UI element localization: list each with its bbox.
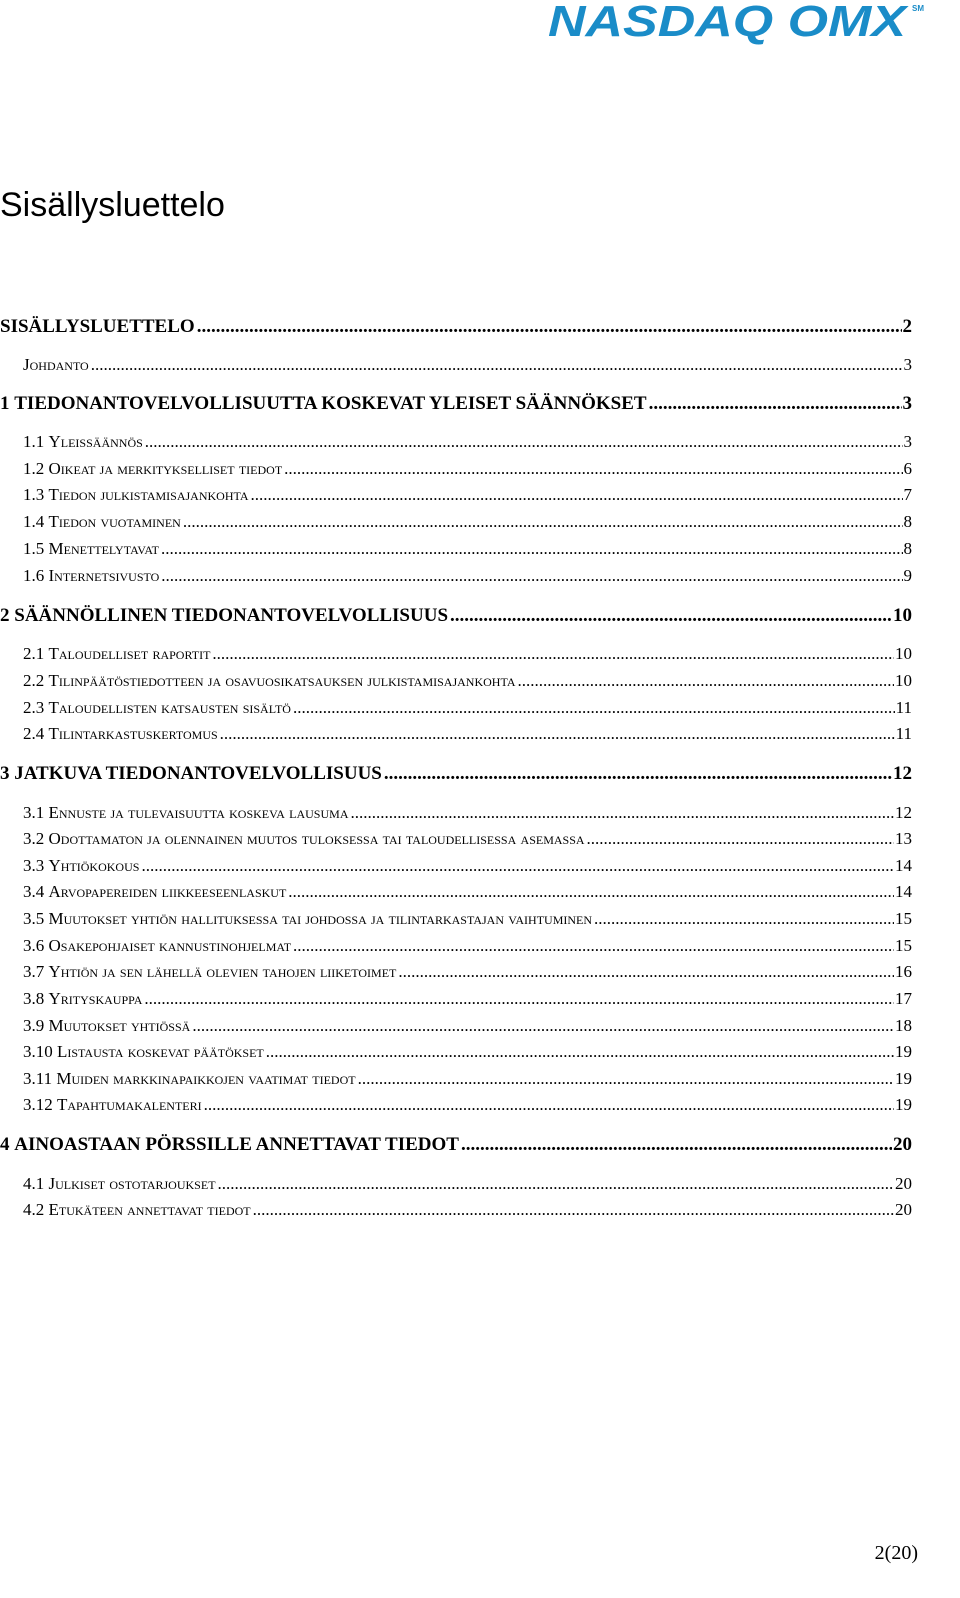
toc-entry-page: 7 (903, 485, 912, 504)
toc-entry-page: 12 (895, 803, 912, 822)
toc-entry-page: 15 (895, 909, 912, 928)
toc-entry-title: Tilinpäätöstiedotteen ja osavuosikatsauksen julkistamisajankohta (48, 671, 516, 690)
toc-entry-number: 3.12 (23, 1095, 57, 1114)
toc-entry-title: Yrityskauppa (48, 989, 143, 1008)
toc-dot-leader (161, 538, 902, 560)
toc-dot-leader (293, 935, 894, 957)
toc-entry-title: Oikeat ja merkitykselliset tiedot (48, 459, 283, 478)
toc-entry-page: 6 (903, 459, 912, 478)
toc-entry[interactable] (23, 1041, 912, 1063)
toc-entry[interactable] (23, 828, 912, 850)
toc-entry-page: 20 (895, 1174, 912, 1193)
toc-entry-title: Etukäteen annettavat tiedot (48, 1200, 251, 1219)
toc-entry[interactable] (0, 762, 912, 786)
toc-entry[interactable] (23, 484, 912, 506)
toc-entry-number: 3.3 (23, 856, 49, 875)
toc-entry-title: Internetsivusto (48, 566, 160, 585)
toc-entry-number: 4 (0, 1134, 15, 1155)
toc-entry-number: 2.4 (23, 724, 49, 743)
toc-entry-title: Yleissäännös (48, 432, 143, 451)
toc-dot-leader (204, 1094, 894, 1116)
toc-entry[interactable] (23, 538, 912, 560)
toc-dot-leader (384, 762, 892, 786)
toc-entry-title: Yhtiön ja sen lähellä olevien tahojen liiketoimet (48, 962, 397, 981)
toc-entry-number: 3.1 (23, 803, 49, 822)
toc-entry-number: 3.7 (23, 962, 49, 981)
toc-entry-title: Julkiset ostotarjoukset (48, 1174, 216, 1193)
toc-dot-leader (587, 828, 894, 850)
toc-dot-leader (351, 802, 895, 824)
toc-entry-title: TIEDONANTOVELVOLLISUUTTA KOSKEVAT YLEISET SÄÄNNÖKSET (14, 393, 647, 414)
toc-entry-number: 1 (0, 393, 15, 414)
toc-dot-leader (212, 643, 894, 665)
toc-dot-leader (220, 723, 895, 745)
toc-dot-leader (145, 431, 903, 453)
toc-dot-leader (450, 604, 892, 628)
toc-entry[interactable] (23, 855, 912, 877)
toc-entry-title: JATKUVA TIEDONANTOVELVOLLISUUS (14, 763, 382, 784)
toc-dot-leader (183, 511, 903, 533)
toc-entry-number: 3.10 (23, 1042, 57, 1061)
toc-entry-page: 12 (893, 763, 912, 784)
toc-entry-title: SISÄLLYSLUETTELO (0, 316, 195, 337)
toc-entry-number: 1.5 (23, 539, 49, 558)
toc-dot-leader (251, 484, 903, 506)
toc-entry-number: 3.5 (23, 909, 49, 928)
toc-entry[interactable] (23, 565, 912, 587)
toc-entry-page: 9 (903, 566, 912, 585)
toc-entry[interactable] (23, 961, 912, 983)
toc-entry[interactable] (23, 802, 912, 824)
toc-entry-title: Taloudellisten katsausten sisältö (48, 698, 291, 717)
toc-entry-page: 3 (903, 432, 912, 451)
toc-entry-page: 10 (895, 644, 912, 663)
toc-entry[interactable] (23, 1199, 912, 1221)
toc-entry-title: Arvopapereiden liikkeeseenlaskut (48, 882, 287, 901)
toc-dot-leader (398, 961, 894, 983)
toc-entry-number: 4.1 (23, 1174, 49, 1193)
toc-entry-page: 11 (895, 724, 912, 743)
page-number: 2(20) (874, 1542, 918, 1564)
toc-entry-page: 19 (895, 1042, 912, 1061)
toc-entry-page: 3 (902, 393, 912, 414)
toc-entry-number: 2 (0, 605, 15, 626)
toc-entry-page: 10 (895, 671, 912, 690)
toc-entry-page: 16 (895, 962, 912, 981)
toc-entry-number: 1.6 (23, 566, 49, 585)
toc-entry-number: 3.11 (23, 1069, 57, 1088)
toc-dot-leader (461, 1133, 892, 1157)
toc-entry[interactable] (23, 1173, 912, 1195)
toc-dot-leader (192, 1015, 894, 1037)
toc-entry-page: 14 (895, 882, 912, 901)
toc-entry-page: 20 (893, 1134, 912, 1155)
toc-dot-leader (293, 697, 895, 719)
toc-entry-title: Osakepohjaiset kannustinohjelmat (48, 936, 292, 955)
toc-entry-number: 3.2 (23, 829, 49, 848)
toc-entry[interactable] (0, 604, 912, 628)
toc-entry-page: 10 (893, 605, 912, 626)
toc-entry[interactable] (0, 392, 912, 416)
toc-entry-number: 3.9 (23, 1016, 49, 1035)
toc-entry-title: Johdanto (23, 355, 89, 374)
toc-dot-leader (218, 1173, 894, 1195)
toc-dot-leader (197, 315, 902, 339)
toc-entry-number: 1.4 (23, 512, 49, 531)
toc-entry-title: Tiedon julkistamisajankohta (48, 485, 249, 504)
toc-entry[interactable] (0, 315, 912, 339)
toc-dot-leader (284, 458, 902, 480)
toc-entry[interactable] (23, 723, 912, 745)
toc-entry[interactable] (23, 354, 912, 376)
toc-entry-page: 8 (903, 539, 912, 558)
toc-entry[interactable] (23, 1068, 912, 1090)
toc-entry-number: 3.8 (23, 989, 49, 1008)
toc-entry-page: 11 (895, 698, 912, 717)
toc-dot-leader (266, 1041, 894, 1063)
logo-wordmark: NASDAQ OMX (548, 0, 910, 46)
toc-entry-number: 3.6 (23, 936, 49, 955)
toc-entry-title: Menettelytavat (48, 539, 160, 558)
toc-entry[interactable] (23, 1094, 912, 1116)
toc-entry-number: 2.2 (23, 671, 49, 690)
toc-entry-page: 19 (895, 1069, 912, 1088)
toc-dot-leader (141, 855, 894, 877)
toc-entry-title: Muutokset yhtiössä (48, 1016, 191, 1035)
toc-entry-page: 18 (895, 1016, 912, 1035)
toc-dot-leader (253, 1199, 894, 1221)
toc-entry-title: AINOASTAAN PÖRSSILLE ANNETTAVAT TIEDOT (14, 1134, 459, 1155)
toc-entry-title: Ennuste ja tulevaisuutta koskeva lausuma (48, 803, 349, 822)
toc-entry-number: 4.2 (23, 1200, 49, 1219)
toc-entry[interactable] (23, 670, 912, 692)
toc-entry-number: 1.2 (23, 459, 49, 478)
toc-entry-page: 20 (895, 1200, 912, 1219)
toc-entry-title: Tapahtumakalenteri (57, 1095, 202, 1114)
toc-entry[interactable] (23, 643, 912, 665)
toc-entry-title: Tilintarkastuskertomus (48, 724, 218, 743)
toc-entry-title: Taloudelliset raportit (48, 644, 211, 663)
toc-entry-page: 8 (903, 512, 912, 531)
toc-dot-leader (594, 908, 894, 930)
toc-entry-page: 3 (903, 355, 912, 374)
toc-entry-page: 2 (902, 316, 912, 337)
toc-entry[interactable] (23, 458, 912, 480)
toc-entry-number: 3 (0, 763, 15, 784)
toc-entry[interactable] (23, 431, 912, 453)
toc-entry-title: Muiden markkinapaikkojen vaatimat tiedot (56, 1069, 356, 1088)
toc-dot-leader (91, 354, 903, 376)
toc-dot-leader (518, 670, 895, 692)
toc-entry-page: 13 (895, 829, 912, 848)
toc-entry-title: Muutokset yhtiön hallituksessa tai johdossa ja tilintarkastajan vaihtuminen (48, 909, 593, 928)
logo-service-mark: SM (912, 4, 924, 13)
toc-dot-leader (358, 1068, 894, 1090)
toc-dot-leader (161, 565, 902, 587)
toc-entry-number: 2.3 (23, 698, 49, 717)
toc-entry-page: 15 (895, 936, 912, 955)
toc-entry[interactable] (0, 1133, 912, 1157)
toc-entry-page: 19 (895, 1095, 912, 1114)
toc-entry[interactable] (23, 1015, 912, 1037)
toc-entry-page: 14 (895, 856, 912, 875)
toc-entry[interactable] (23, 511, 912, 533)
toc-entry[interactable] (23, 935, 912, 957)
page-title: Sisällysluettelo (0, 186, 225, 224)
toc-entry[interactable] (23, 881, 912, 903)
toc-entry-number: 1.3 (23, 485, 49, 504)
toc-entry-title: Tiedon vuotaminen (48, 512, 181, 531)
toc-entry-number: 1.1 (23, 432, 49, 451)
toc-entry-page: 17 (895, 989, 912, 1008)
toc-dot-leader (288, 881, 894, 903)
toc-entry-title: SÄÄNNÖLLINEN TIEDONANTOVELVOLLISUUS (14, 605, 449, 626)
toc-entry-title: Listausta koskevat päätökset (57, 1042, 264, 1061)
toc-entry-number: 2.1 (23, 644, 49, 663)
toc-entry[interactable] (23, 988, 912, 1010)
toc-entry[interactable] (23, 908, 912, 930)
toc-entry[interactable] (23, 697, 912, 719)
toc-entry-title: Yhtiökokous (48, 856, 140, 875)
toc-entry-number: 3.4 (23, 882, 49, 901)
toc-entry-title: Odottamaton ja olennainen muutos tuloksessa tai taloudellisessa asemassa (48, 829, 585, 848)
toc-dot-leader (649, 392, 902, 416)
toc-dot-leader (144, 988, 894, 1010)
